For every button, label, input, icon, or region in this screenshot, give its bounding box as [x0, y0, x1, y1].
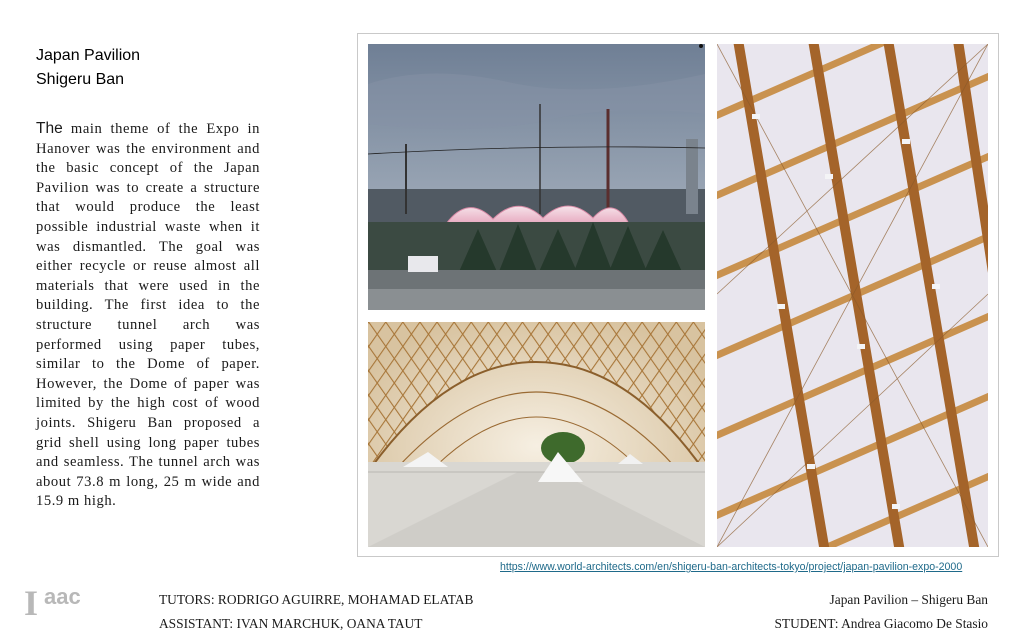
paper-tube-lattice-detail-photo	[717, 44, 988, 547]
page-title	[36, 44, 140, 92]
pavilion-interior-photo	[368, 322, 705, 547]
footer-student: STUDENT: Andrea Giacomo De Stasio	[774, 616, 988, 631]
footer-project: Japan Pavilion – Shigeru Ban	[829, 592, 988, 607]
logo-letters: aac	[44, 584, 81, 609]
description-lead-word: The	[36, 120, 63, 137]
marker-dot	[699, 44, 703, 48]
logo-letter-i: I	[24, 584, 39, 620]
description-paragraph	[36, 119, 260, 512]
source-link[interactable]: https://www.world-architects.com/en/shigeru-ban-architects-tokyo/project/japan-pavilion-expo-2000	[500, 561, 963, 573]
footer-assistant: ASSISTANT: IVAN MARCHUK, OANA TAUT	[159, 616, 423, 631]
title-line-project: Japan Pavilion	[36, 47, 141, 64]
iaac-logo	[24, 584, 136, 620]
footer-tutors: TUTORS: RODRIGO AGUIRRE, MOHAMAD ELATAB	[159, 592, 474, 607]
description-text: main theme of the Expo in Hanover was the environment and the basic concept of the Japan Pavilion was to create a structure that would produce the least possible industrial waste when it was dismantled. The goal was either recycle or reuse almost all materials that were used in the building. The first idea to the structure tunnel arch was performed using paper tubes, similar to the Dome of paper. However, the Dome of paper was limited by the high cost of wood joints. Shigeru Ban proposed a grid shell using long paper tubes and seamless. The tunnel arch was about 73.8 m long, 25 m wide and 15.9 m high.	[36, 121, 260, 510]
pavilion-exterior-photo	[368, 44, 705, 310]
title-line-architect: Shigeru Ban	[36, 71, 125, 88]
